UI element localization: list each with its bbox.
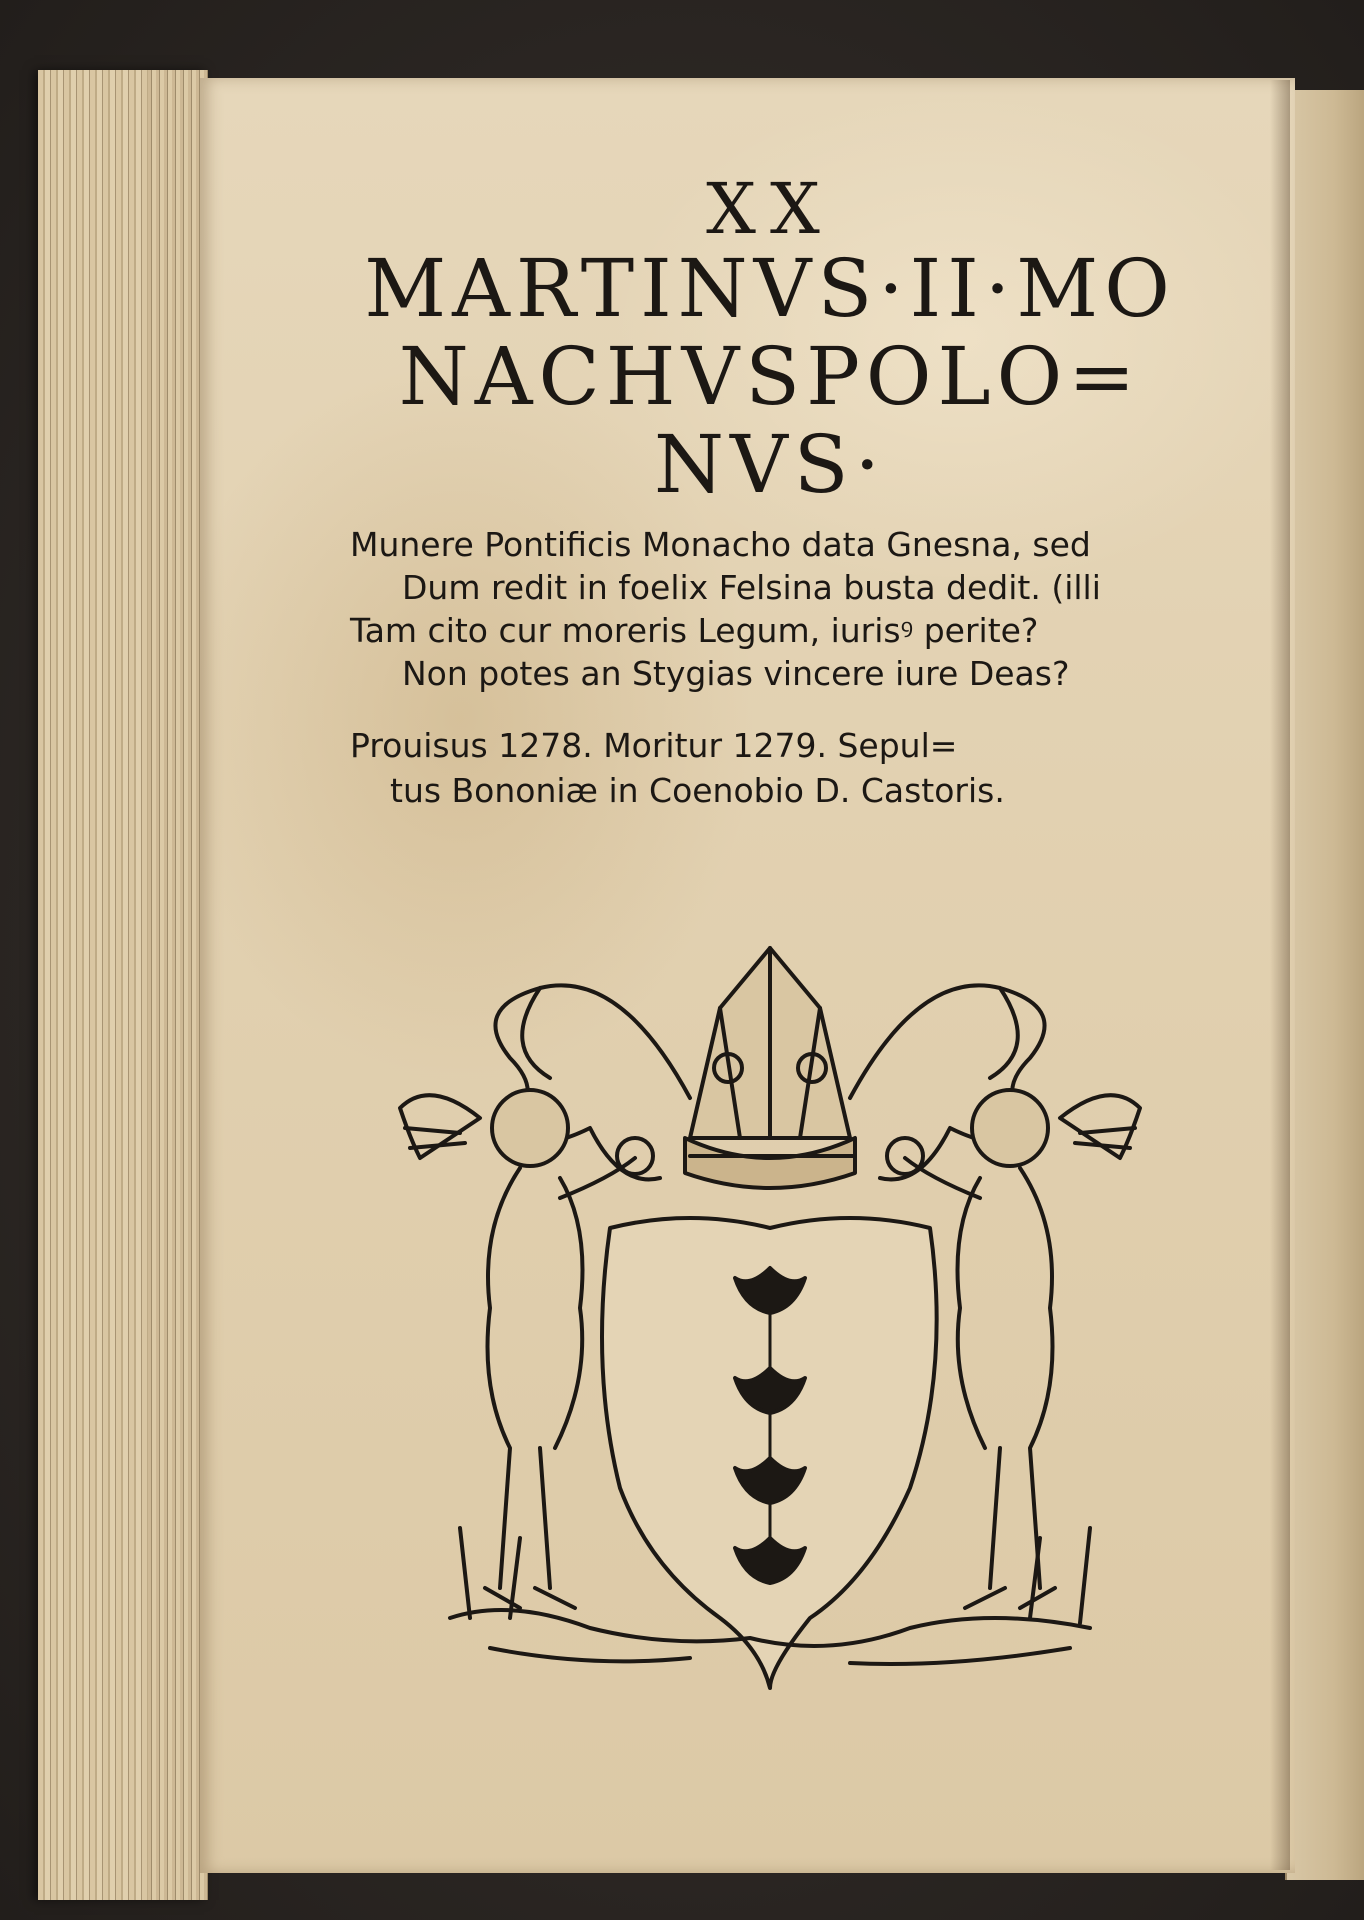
coat-of-arms-woodcut-icon xyxy=(390,928,1150,1728)
gutter-shadow xyxy=(1270,80,1290,1870)
title-line-2: NACHVSPOLO= xyxy=(398,330,1142,423)
epigram-line-3: Tam cito cur moreris Legum, iurisꝰ perite? xyxy=(350,611,1039,650)
epigram-line-2: Dum redit in foelix Felsina busta dedit. (illi xyxy=(402,568,1101,607)
epigram-line-1: Munere Pontificis Monacho data Gnesna, sed xyxy=(350,525,1091,564)
printed-page xyxy=(200,78,1295,1873)
pope-number: XX xyxy=(706,168,834,250)
notes-line-2: tus Bononiæ in Coenobio D. Castoris. xyxy=(390,771,1005,810)
biographical-notes xyxy=(350,723,1190,813)
next-page-edge xyxy=(1285,90,1364,1880)
page-edges-stack xyxy=(38,70,208,1900)
title-line-1: MARTINVS·II·MO xyxy=(364,242,1176,335)
notes-line-1: Prouisus 1278. Moritur 1279. Sepul= xyxy=(350,726,958,765)
epigram-line-4: Non potes an Stygias vincere iure Deas? xyxy=(402,654,1070,693)
mitre-icon xyxy=(685,948,855,1188)
page-text xyxy=(350,168,1190,813)
shield-icon xyxy=(602,1218,937,1688)
epigram xyxy=(350,523,1190,695)
title-line-3: NVS· xyxy=(653,418,886,511)
page-edges-inner xyxy=(148,70,208,1900)
